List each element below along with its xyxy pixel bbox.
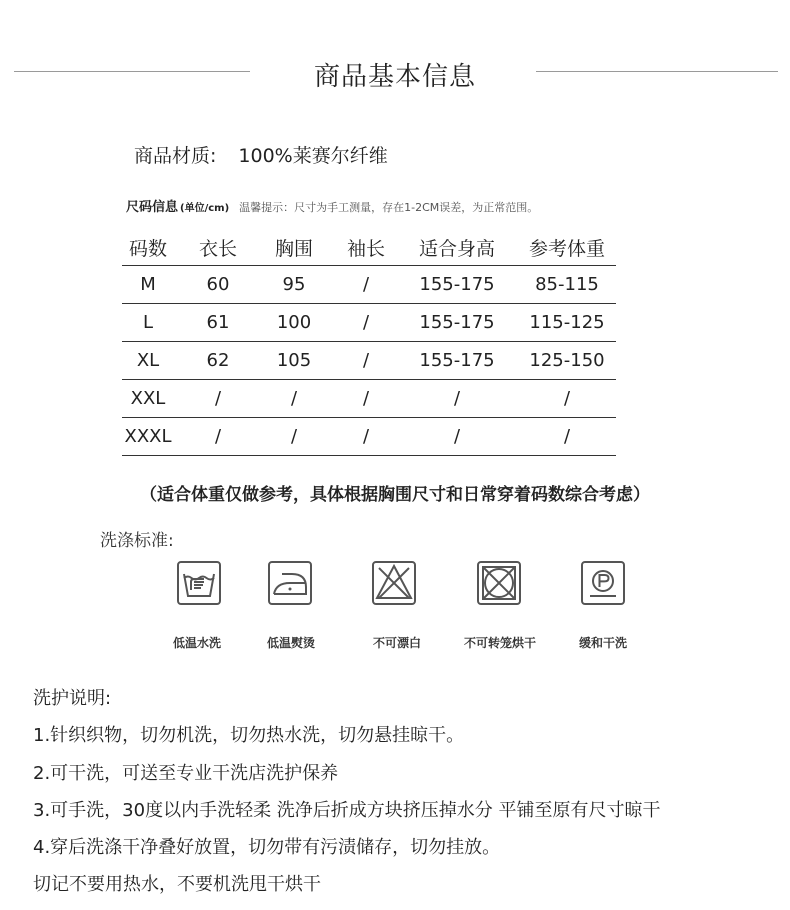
size-info-unit: (单位/cm) <box>180 203 230 214</box>
material-line <box>134 141 388 168</box>
table-cell: 105 <box>276 350 312 371</box>
care-line: 4.穿后洗涤干净叠好放置，切勿带有污渍储存，切勿挂放。 <box>33 837 501 858</box>
table-header-cell: 码数 <box>128 238 167 260</box>
table-cell: / <box>290 388 298 409</box>
table-cell: XXXL <box>124 426 172 447</box>
table-header-cell: 适合身高 <box>418 238 495 260</box>
table-cell: 100 <box>276 312 312 333</box>
table-row <box>122 380 616 418</box>
iron-low-icon <box>267 560 313 606</box>
table-cell: 60 <box>206 274 230 295</box>
care-line: 切记不要用热水，不要机洗甩干烘干 <box>33 874 321 895</box>
table-cell: XL <box>136 350 160 371</box>
care-line: 2.可干洗，可送至专业干洗店洗护保养 <box>33 763 339 784</box>
table-cell: 95 <box>282 274 306 295</box>
iron-low-label: 低温熨烫 <box>266 636 315 650</box>
table-cell: 155-175 <box>419 274 495 295</box>
material-value: 100%莱赛尔纤维 <box>238 145 388 167</box>
table-cell: / <box>362 426 370 447</box>
table-row <box>122 342 616 380</box>
dry-clean-p-icon <box>580 560 626 606</box>
hand-wash-label: 低温水洗 <box>172 636 221 650</box>
table-header-cell: 袖长 <box>346 238 385 260</box>
table-cell: / <box>563 388 571 409</box>
table-cell: L <box>142 312 154 333</box>
table-cell: 155-175 <box>419 350 495 371</box>
table-cell: / <box>362 274 370 295</box>
table-header-cell: 参考体重 <box>528 238 605 260</box>
size-info-title: 尺码信息 <box>126 200 179 215</box>
no-bleach-icon <box>371 560 417 606</box>
table-cell: / <box>453 388 461 409</box>
table-cell: / <box>290 426 298 447</box>
table-header-row <box>122 230 616 266</box>
table-cell: / <box>362 312 370 333</box>
table-cell: 115-125 <box>529 312 605 333</box>
table-cell: 61 <box>206 312 230 333</box>
dry-clean-label: 缓和干洗 <box>578 636 627 650</box>
no-bleach-label: 不可漂白 <box>372 636 421 650</box>
table-row <box>122 304 616 342</box>
size-info-tip: 温馨提示：尺寸为手工测量，存在1-2CM误差，为正常范围。 <box>239 201 539 214</box>
table-cell: / <box>362 350 370 371</box>
table-cell: M <box>140 274 156 295</box>
table-cell: 125-150 <box>529 350 605 371</box>
care-line: 3.可手洗，30度以内手洗轻柔 洗净后折成方块挤压掉水分 平铺至原有尺寸晾干 <box>33 800 661 821</box>
care-title: 洗护说明: <box>33 688 112 709</box>
table-header-cell: 胸围 <box>274 238 313 260</box>
page-title: 商品基本信息 <box>313 62 476 92</box>
table-cell: / <box>214 388 222 409</box>
table-cell: / <box>563 426 571 447</box>
care-line: 1.针织织物，切勿机洗，切勿热水洗，切勿悬挂晾干。 <box>33 725 465 746</box>
table-row <box>122 266 616 304</box>
table-cell: 62 <box>206 350 230 371</box>
washing-title: 洗涤标准: <box>100 531 174 551</box>
table-cell: XXL <box>130 388 166 409</box>
title-divider-right <box>536 71 778 72</box>
material-label: 商品材质: <box>134 145 217 167</box>
no-tumble-dry-label: 不可转笼烘干 <box>463 636 536 650</box>
table-cell: / <box>214 426 222 447</box>
hand-wash-icon <box>176 560 222 606</box>
table-cell: / <box>453 426 461 447</box>
table-cell: 155-175 <box>419 312 495 333</box>
no-tumble-dry-icon <box>476 560 522 606</box>
size-table <box>122 230 616 456</box>
weight-note: （适合体重仅做参考，具体根据胸围尺寸和日常穿着码数综合考虑） <box>140 485 650 505</box>
size-info-heading <box>126 196 538 215</box>
table-row <box>122 418 616 456</box>
table-header-cell: 衣长 <box>198 238 237 260</box>
table-cell: / <box>362 388 370 409</box>
table-cell: 85-115 <box>535 274 599 295</box>
